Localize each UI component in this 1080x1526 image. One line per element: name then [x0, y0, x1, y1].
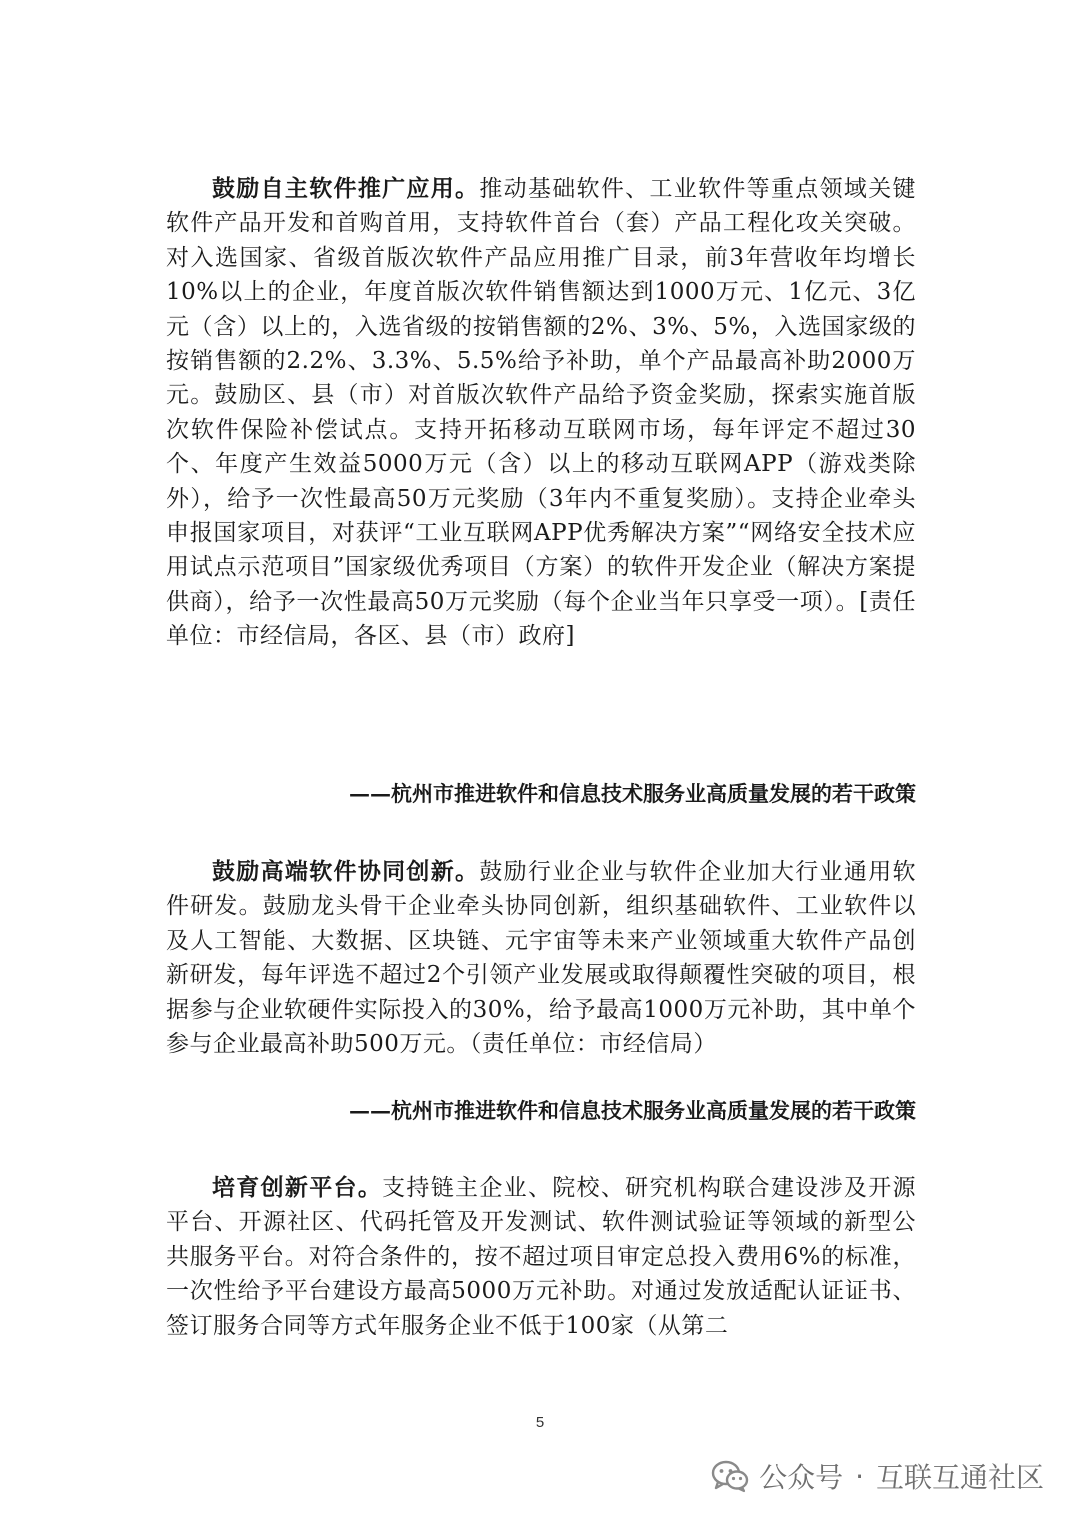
paragraph-body: 鼓励行业企业与软件企业加大行业通用软件研发。鼓励龙头骨干企业牵头协同创新，组织基础软件、工业软件以及人工智能、大数据、区块链、元宇宙等未来产业领域重大软件产品创新研发，每年评选不超过2个引领产业发展或取得颠覆性突破的项目，根据参与企业软硬件实际投入的30%，给予最高1000万元补助，其中单个参与企业最高补助500万元。（责任单位：市经信局） [166, 859, 917, 1058]
watermark-label: 公众号 [759, 1461, 844, 1494]
wechat-icon [711, 1459, 749, 1493]
wechat-watermark [711, 1456, 1044, 1496]
paragraph-body: 推动基础软件、工业软件等重点领域关键软件产品开发和首购首用，支持软件首台（套）产品工程化攻关突破。对入选国家、省级首版次软件产品应用推广目录，前3年营收年均增长10%以上的企业，年度首版次软件销售额达到1000万元、1亿元、3亿元（含）以上的，入选省级的按销售额的2%、3%、5%，入选国家级的按销售额的2.2%、3.3%、5.5%给予补助，单个产品最高补助2000万元。鼓励区、县（市）对首版次软件产品给予资金奖励，探索实施首版次软件保险补偿试点。支持开拓移动互联网市场，每年评定不超过30个、年度产生效益5000万元（含）以上的移动互联网APP（游戏类除外），给予一次性最高50万元奖励（3年内不重复奖励）。支持企业牵头申报国家项目，对获评“工业互联网APP优秀解决方案”“网络安全技术应用试点示范项目”国家级优秀项目（方案）的软件开发企业（解决方案提供商），给予一次性最高50万元奖励（每个企业当年只享受一项）。[责任单位：市经信局，各区、县（市）政府] [166, 176, 917, 650]
paragraph-lead: 鼓励高端软件协同创新。 [212, 858, 480, 885]
watermark-separator: · [855, 1459, 864, 1493]
paragraph-lead: 鼓励自主软件推广应用。 [212, 175, 480, 202]
policy-source: ——杭州市推进软件和信息技术服务业高质量发展的若干政策 [349, 1098, 916, 1123]
policy-paragraph-high-end-software [166, 855, 916, 1061]
policy-paragraph-innovation-platform [166, 1171, 916, 1343]
policy-paragraph-self-developed-software [166, 172, 916, 654]
paragraph-lead: 培育创新平台。 [212, 1174, 383, 1201]
policy-source: ——杭州市推进软件和信息技术服务业高质量发展的若干政策 [349, 781, 916, 806]
paragraph-body: 支持链主企业、院校、研究机构联合建设涉及开源平台、开源社区、代码托管及开发测试、软件测试验证等领域的新型公共服务平台。对符合条件的，按不超过项目审定总投入费用6%的标准，一次性给予平台建设方最高5000万元补助。对通过发放适配认证证书、签订服务合同等方式年服务企业不低于100家（从第二 [166, 1175, 917, 1339]
watermark-account-name: 互联互通社区 [875, 1461, 1044, 1494]
page-number: 5 [535, 1414, 545, 1431]
